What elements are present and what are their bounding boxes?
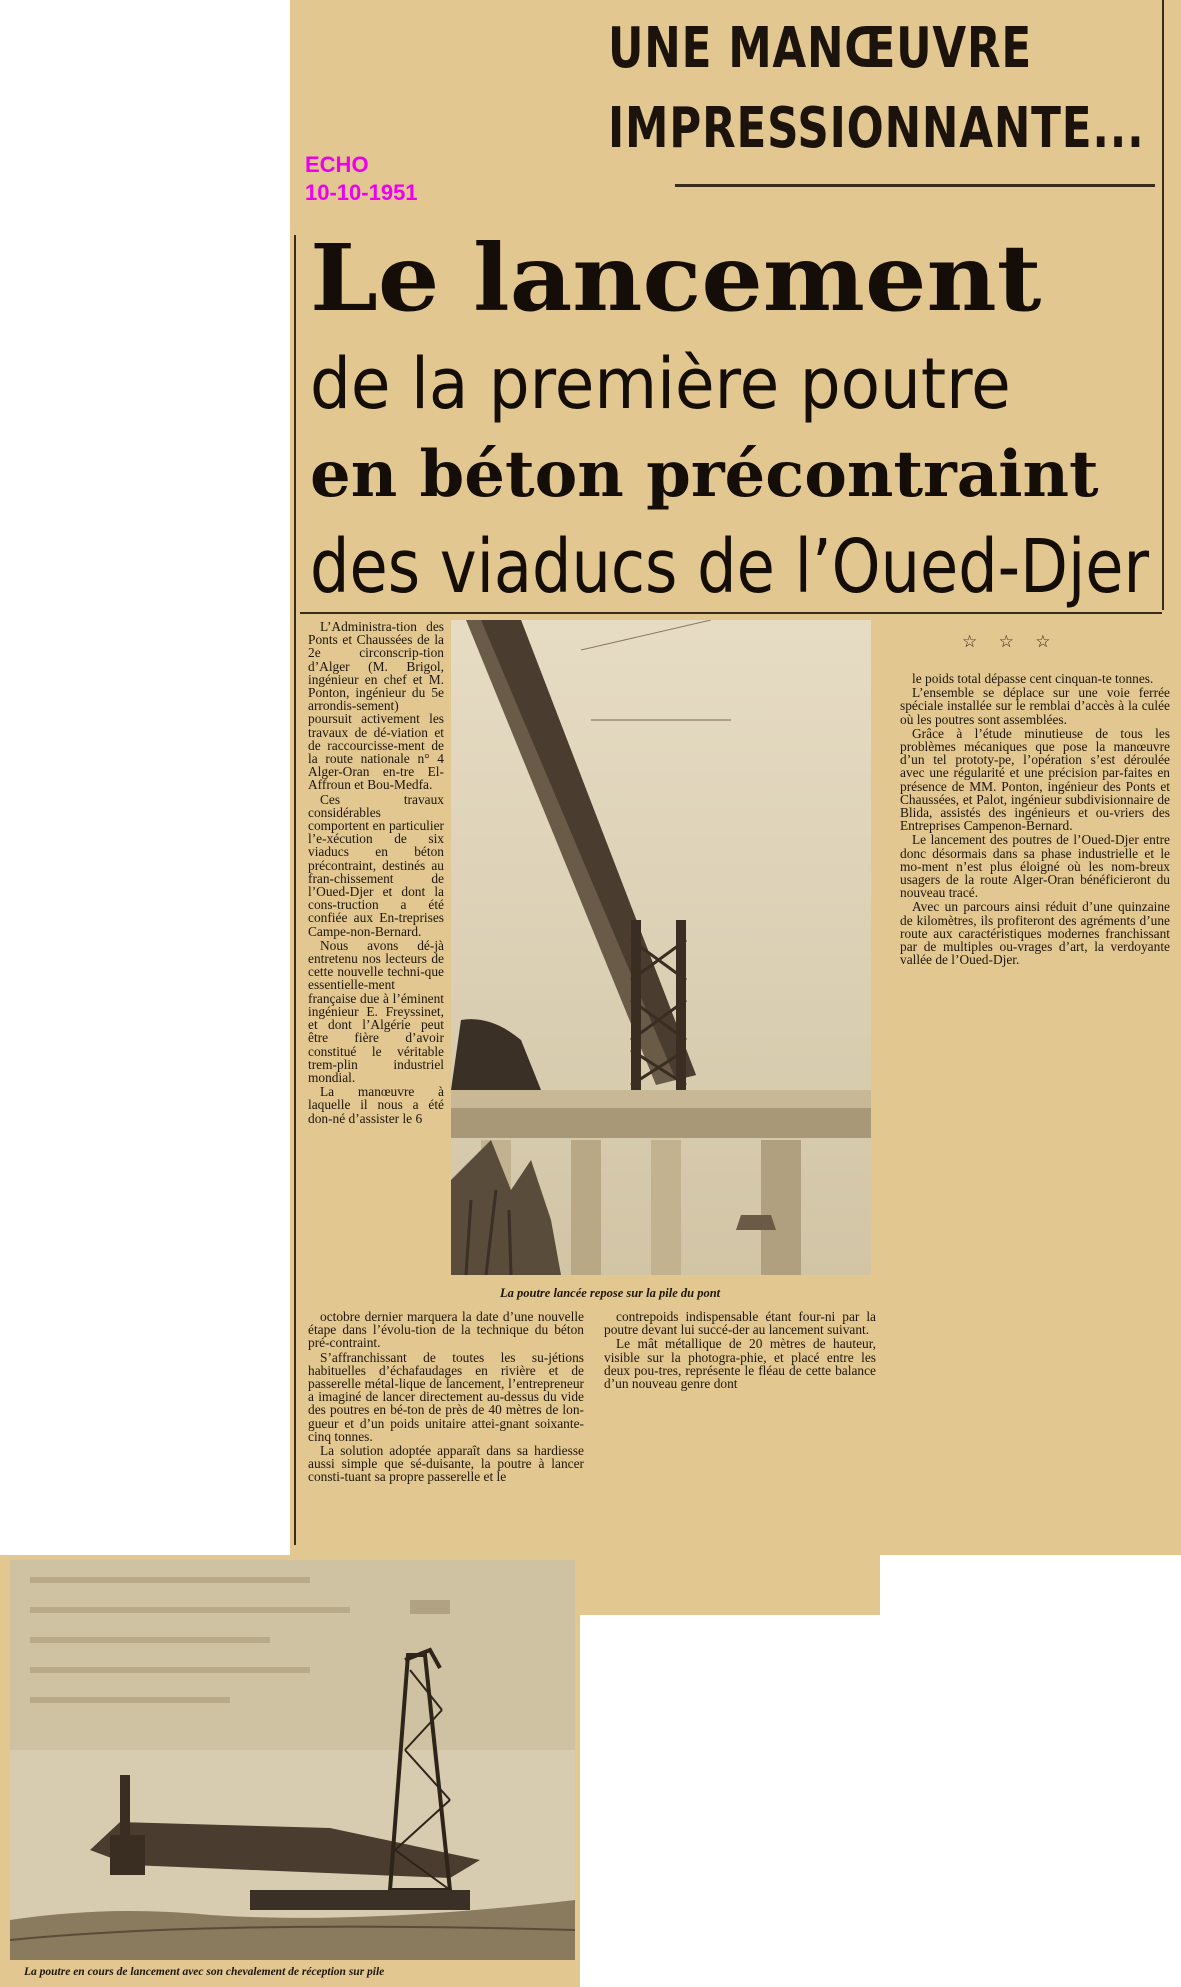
bridge-photo-top (451, 620, 871, 1275)
separator-stars: ☆ ☆ ☆ (962, 632, 1059, 652)
kicker-rule (675, 184, 1155, 187)
article-column-2 (604, 1310, 876, 1391)
article-paragraph: L’Administra-tion des Ponts et Chaussées de la 2e circonscrip-tion d’Alger (M. Brigol, ingénieur en chef et M. Ponton, ingénieur du 5e arrondis-sement) poursuit activement les travaux de dé-viation et de raccourcisse-ment de la route nationale n° 4 Alger-Oran en-tre El-Affroun et Bou-Medfa. (308, 619, 444, 793)
article-paragraph: Ces travaux considérables comportent en particulier l’e-xécution de six viaducs en béton précontraint, destinés au fran-chissement de l’Oued-Djer et dont la cons-truction a été confiée aux En-treprises Campe-non-Bernard. (308, 791, 444, 939)
article-column-3 (900, 672, 1170, 967)
article-paragraph: le poids total dépasse cent cinquan-te tonnes. (912, 671, 1154, 686)
date-stamp: 10-10-1951 (305, 180, 418, 205)
headline-line-1: Le lancement (310, 224, 1042, 332)
article-paragraph: La solution adoptée apparaît dans sa hardiesse aussi simple que sé-duisante, la poutre à lancer consti-tuant sa propre passerelle et le (308, 1443, 584, 1485)
article-paragraph: L’ensemble se déplace sur une voie ferrée spéciale installée sur le remblai d’accès à la culée où les poutres sont assemblées. (900, 685, 1170, 727)
article-paragraph: Grâce à l’étude minutieuse de tous les problèmes mécaniques que pose la manœuvre d’un tel prototy-pe, l’opération s’est déroulée avec une régularité et une précision par-faites en présence de MM. Ponton, ingénieur des Ponts et Chaussées, et Palot, ingénieur subdivisionnaire de Blida, assistés des ingénieurs et ou-vriers des Entreprises Campenon-Bernard. (900, 725, 1170, 834)
left-border-rule (294, 235, 296, 1545)
headline-line-2: de la première poutre (310, 343, 1011, 425)
article-paragraph: Le mât métallique de 20 mètres de hauteur, visible sur la photogra-phie, et placé entre les deux pou-tres, représente le fléau de cette balance d’un nouveau genre dont (604, 1336, 876, 1392)
headline-line-3: en béton précontraint (310, 437, 1099, 512)
clipping-paper-tail (580, 1555, 880, 1615)
article-paragraph: Nous avons dé-jà entretenu nos lecteurs de cette nouvelle techni-que essentielle-ment française due à l’éminent ingénieur E. Freyssinet, et dont l’Algérie peut être fière d’avoir constitué le véritable trem-plin industriel mondial. (308, 937, 444, 1085)
kicker-line-1: UNE MANŒUVRE (608, 16, 1032, 81)
headline-rule (300, 612, 1162, 614)
bridge-photo-bottom (10, 1560, 575, 1960)
article-paragraph: La manœuvre à laquelle il nous a été don-né d’assister le 6 (308, 1084, 444, 1126)
article-column-1-continued (308, 1310, 584, 1485)
bottom-photo-caption: La poutre en cours de lancement avec son chevalement de réception sur pile (24, 1966, 385, 1978)
right-border-rule (1162, 0, 1164, 610)
article-paragraph: octobre dernier marquera la date d’une nouvelle étape dans l’évolu-tion de la technique du béton pré-contraint. (308, 1309, 584, 1351)
article-paragraph: Le lancement des poutres de l’Oued-Djer entre donc désormais dans sa phase industrielle et le mo-ment n’est plus éloigné où les nom-breux usagers de la route Alger-Oran bénéficieront du nouveau tracé. (900, 832, 1170, 901)
article-paragraph: contrepoids indispensable étant four-ni par la poutre devant lui succé-der au lancement suivant. (604, 1309, 876, 1338)
article-paragraph: Avec un parcours ainsi réduit d’une quinzaine de kilomètres, ils profiteront des agréments d’une route aux caractéristiques modernes franchissant par de multiples ou-vrages d’art, la verdoyante vallée de l’Oued-Djer. (900, 899, 1170, 968)
headline-line-4: des viaducs de l’Oued-Djer (310, 524, 1150, 610)
kicker-line-2: IMPRESSIONNANTE... (608, 96, 1145, 161)
article-column-1 (308, 620, 444, 1290)
top-photo-caption: La poutre lancée repose sur la pile du pont (500, 1286, 721, 1300)
source-stamp: ECHO (305, 152, 369, 177)
article-paragraph: S’affranchissant de toutes les su-jétions habituelles d’échafaudages en rivière et de passerelle métal-lique de lancement, l’entrepreneur a imaginé de lancer directement au-dessus du vide des poutres en bé-ton de près de 40 mètres de lon-gueur et d’un poids unitaire attei-gnant soixante-cinq tonnes. (308, 1349, 584, 1444)
